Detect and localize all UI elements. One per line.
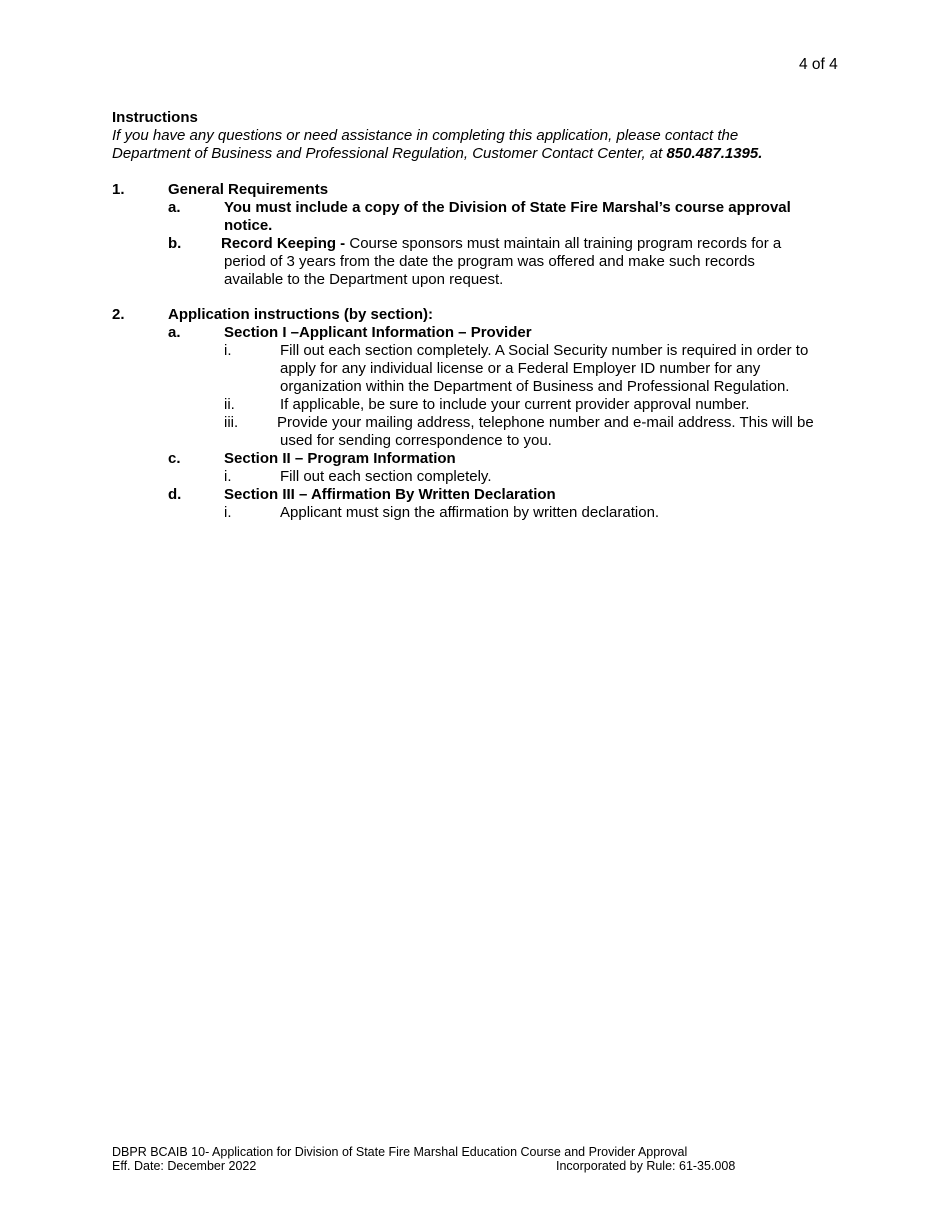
item-1b-line-1 xyxy=(221,235,781,253)
item-2a-ii-marker: ii. xyxy=(224,396,235,413)
item-2a-i-line-3: organization within the Department of Business and Professional Regulation. xyxy=(280,378,790,395)
item-2c-marker: c. xyxy=(168,450,181,467)
item-2c-i-text: Fill out each section completely. xyxy=(280,468,492,485)
item-2a-title: Section I –Applicant Information – Provider xyxy=(224,324,532,341)
item-2d-i-text: Applicant must sign the affirmation by written declaration. xyxy=(280,504,660,521)
item-2a-iii-marker: iii. xyxy=(224,414,239,431)
record-keeping-label: Record Keeping - xyxy=(221,235,346,252)
item-2c-i-marker: i. xyxy=(224,468,232,485)
page-number: 4 of 4 xyxy=(799,56,838,73)
instructions-heading: Instructions xyxy=(112,109,198,126)
item-2d-marker: d. xyxy=(168,486,182,503)
item-2a-i-line-2: apply for any individual license or a Federal Employer ID number for any xyxy=(280,360,761,377)
item-1b-line-2: period of 3 years from the date the program was offered and make such records xyxy=(224,253,755,270)
item-1b-line-3: available to the Department upon request. xyxy=(224,271,504,288)
item-2c-title: Section II – Program Information xyxy=(224,450,456,467)
record-keeping-text: Course sponsors must maintain all training program records for a xyxy=(345,235,782,252)
item-1a-line-2: notice. xyxy=(224,217,273,234)
intro-line-2 xyxy=(112,145,762,163)
intro-line-1: If you have any questions or need assistance in completing this application, please contact the xyxy=(112,127,739,144)
intro-text: Department of Business and Professional Regulation, Customer Contact Center, at xyxy=(112,145,667,162)
item-1a-line-1: You must include a copy of the Division of State Fire Marshal’s course approval xyxy=(224,199,791,216)
section-2-title: Application instructions (by section): xyxy=(168,306,434,323)
item-2d-i-marker: i. xyxy=(224,504,232,521)
item-2a-i-line-1: Fill out each section completely. A Social Security number is required in order to xyxy=(280,342,809,359)
item-1a-marker: a. xyxy=(168,199,181,216)
section-1-number: 1. xyxy=(112,181,125,198)
item-2a-iii-line-1: Provide your mailing address, telephone number and e-mail address. This will be xyxy=(277,414,814,431)
item-1b-marker: b. xyxy=(168,235,182,252)
item-2a-i-marker: i. xyxy=(224,342,232,359)
phone-number: 850.487.1395. xyxy=(666,145,763,162)
item-2a-ii-line-1: If applicable, be sure to include your current provider approval number. xyxy=(280,396,750,413)
item-2d-title: Section III – Affirmation By Written Declaration xyxy=(224,486,556,503)
item-2a-marker: a. xyxy=(168,324,181,341)
footer-form-title: DBPR BCAIB 10- Application for Division of State Fire Marshal Education Course and Provider Approval xyxy=(112,1145,688,1159)
item-2a-iii-line-2: used for sending correspondence to you. xyxy=(280,432,552,449)
footer-eff-date: Eff. Date: December 2022 xyxy=(112,1159,257,1173)
section-1-title: General Requirements xyxy=(168,181,329,198)
footer-rule: Incorporated by Rule: 61-35.008 xyxy=(556,1159,736,1173)
section-2-number: 2. xyxy=(112,306,125,323)
